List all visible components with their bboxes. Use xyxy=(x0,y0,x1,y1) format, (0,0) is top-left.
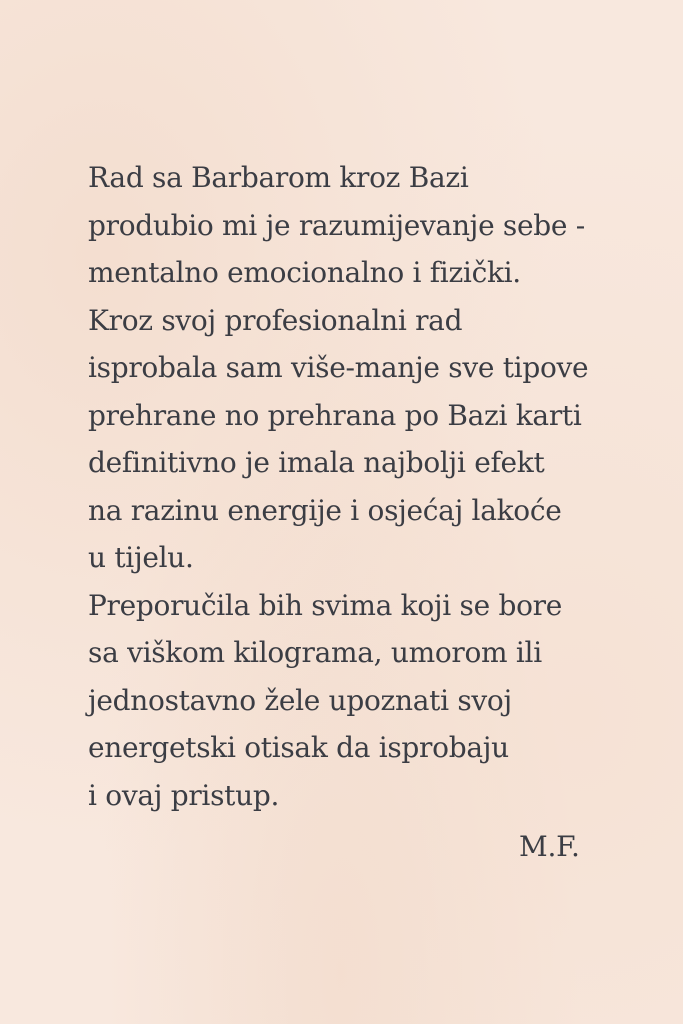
testimonial-line: energetski otisak da isprobaju xyxy=(88,731,509,764)
testimonial-line: prehrane no prehrana po Bazi karti xyxy=(88,398,582,432)
testimonial-line: Kroz svoj profesionalni rad xyxy=(88,303,463,337)
testimonial-line: Rad sa Barbarom kroz Bazi xyxy=(88,161,469,194)
testimonial-line: sa viškom kilograma, umorom ili xyxy=(88,636,542,669)
testimonial-line: isprobala sam više-manje sve tipove xyxy=(88,351,589,384)
testimonial-text xyxy=(88,154,663,819)
testimonial-line: jednostavno žele upoznati svoj xyxy=(88,683,512,717)
testimonial-line: produbio mi je razumijevanje sebe - xyxy=(88,208,585,242)
testimonial-line: na razinu energije i osjećaj lakoće xyxy=(88,493,562,527)
testimonial-line: u tijelu. xyxy=(88,541,194,574)
testimonial-line: i ovaj pristup. xyxy=(88,778,280,812)
testimonial-line: Preporučila bih svima koji se bore xyxy=(88,588,563,622)
testimonial-signature: M.F. xyxy=(519,830,580,863)
testimonial-line: mentalno emocionalno i fizički. xyxy=(88,256,521,289)
testimonial-line: definitivno je imala najbolji efekt xyxy=(88,446,545,479)
